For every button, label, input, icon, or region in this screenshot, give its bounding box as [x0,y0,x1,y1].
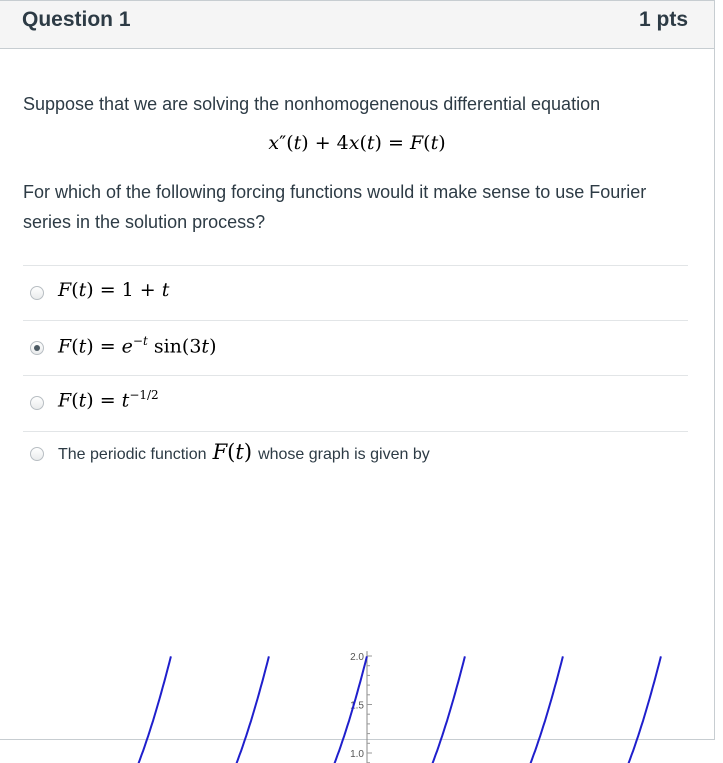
periodic-function-graph [23,472,688,760]
answer-label-2[interactable]: $F(t) = e^{-t}$ sin(3t) [58,334,217,358]
question-title: Question 1 [22,8,131,31]
answer-list [23,265,688,760]
answer-label-4[interactable] [58,440,430,464]
answer-radio-1[interactable] [30,286,44,300]
y-tick-label: 1.5 [350,700,364,712]
answer-option-2[interactable] [23,320,688,375]
function-curve-segment [171,656,269,763]
answer-4-math: F(t) [212,440,253,464]
function-curve-segment [73,656,171,763]
answer-radio-2[interactable] [30,341,44,355]
function-curve-segment [563,656,661,763]
differential-equation: x″(t) + 4x(t) = F(t) [268,132,446,154]
y-tick-label: 1.0 [350,749,364,760]
question-prompt-2: For which of the following forcing functions would it make sense to use Fourier series in the solution process? [23,182,647,232]
function-curve-segment [367,656,465,763]
answer-option-3[interactable] [23,375,688,431]
answer-4-prefix: The periodic function [58,446,207,463]
answer-radio-3[interactable] [30,396,44,410]
answer-label-3[interactable]: $F(t) = t^{-1/2}$ [58,388,159,412]
function-curve-segment [269,656,367,763]
function-curve-segment [465,656,563,763]
question-points: 1 pts [638,8,688,31]
answer-option-1[interactable] [23,265,688,320]
answer-4-suffix: whose graph is given by [258,446,430,463]
answer-option-4[interactable] [23,431,688,760]
question-prompt: Suppose that we are solving the nonhomogenenous differential equation [23,94,601,114]
y-tick-label: 2.0 [350,652,364,663]
question-header [0,1,714,49]
answer-label-1[interactable]: F(t) = 1 + t [58,279,170,301]
answer-radio-4[interactable] [30,447,44,461]
